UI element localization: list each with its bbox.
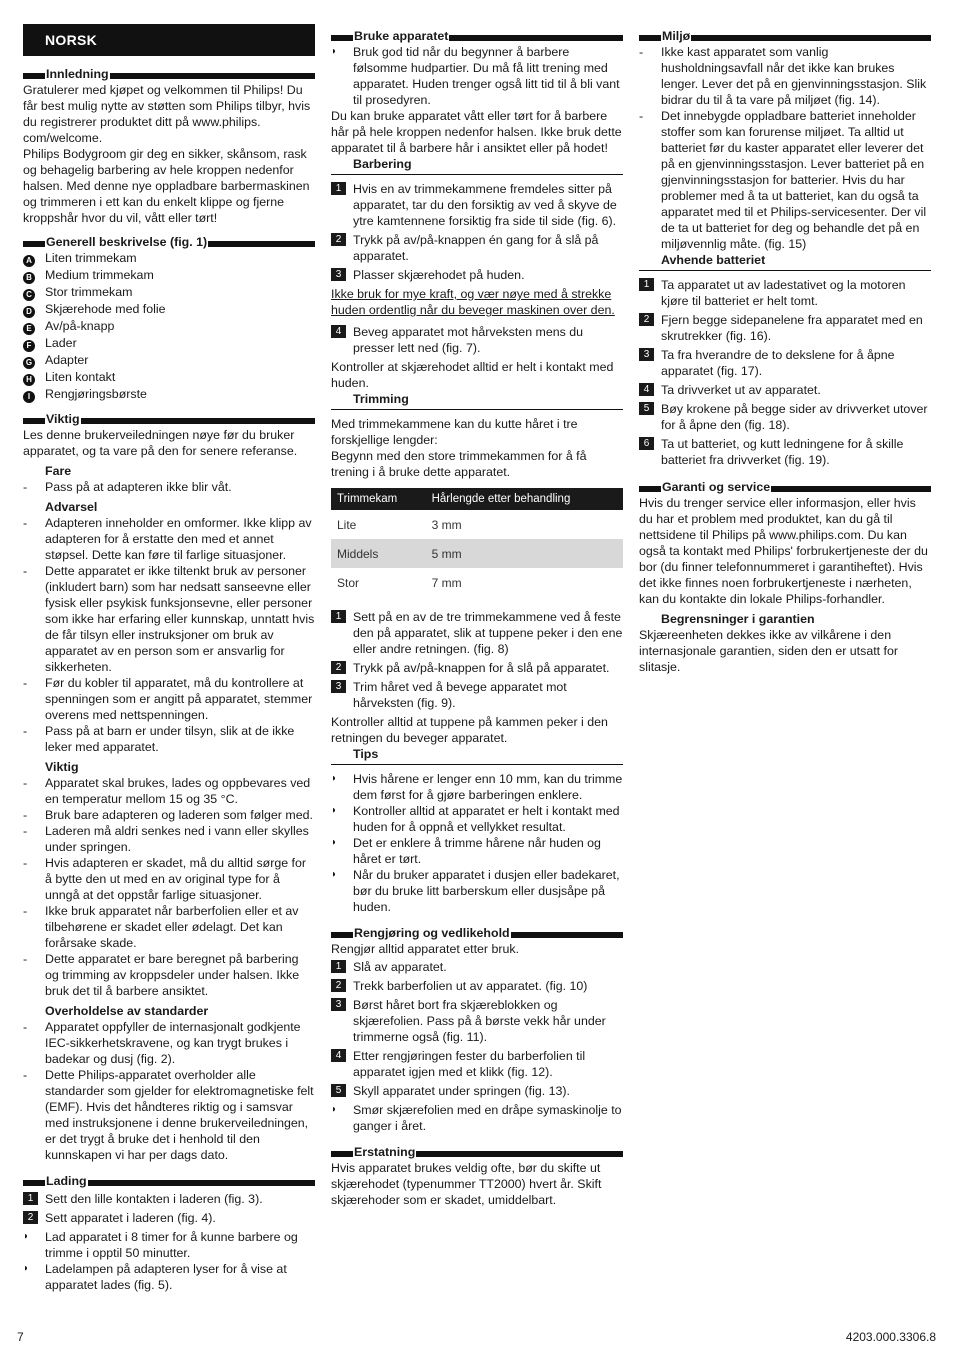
column-3 bbox=[639, 24, 931, 675]
section-heading-important: Viktig bbox=[23, 411, 315, 427]
shaving-step: 1 Hvis en av trimmekammene fremdeles sitter på apparatet, tar du den forsiktig av ved å skyve de ytre kamtennene forsiktig fra side til side (fig. 6). bbox=[331, 181, 623, 229]
caution-item: - Ikke bruk apparatet når barberfolien eller et av tilbehørene er skadet eller ødelagt. Det kan forårsake skade. bbox=[23, 904, 299, 950]
bullet-icon: ◗ bbox=[23, 1263, 30, 1274]
bullet-icon: ◗ bbox=[331, 869, 338, 880]
caution-item: - Hvis adapteren er skadet, må du alltid sørge for å bytte den ut med en av original type for å unngå at det oppstår farlige situasjoner. bbox=[23, 856, 307, 902]
compliance-heading: Overholdelse av standarder bbox=[45, 1004, 209, 1018]
parts-list-item: I Rengjøringsbørste bbox=[23, 386, 315, 403]
shaving-after: Kontroller at skjærehodet alltid er helt i kontakt med huden. bbox=[331, 360, 614, 390]
disposal-step: 1 Ta apparatet ut av ladestativet og la motoren kjøre til batteriet er helt tomt. bbox=[639, 277, 931, 309]
cleaning-step: 5 Skyll apparatet under springen (fig. 13). bbox=[331, 1083, 623, 1099]
section-heading-environment: Miljø bbox=[639, 28, 931, 44]
intro-paragraph-1: Gratulerer med kjøpet og velkommen til Philips! Du får best mulig nytte av støtten som Philips tilbyr, hvis du registrerer produktet ditt på www.philips. com/welcome. bbox=[23, 83, 311, 145]
letter-b-icon: B bbox=[23, 272, 35, 284]
tip-item: ◗ Hvis hårene er lenger enn 10 mm, kan du trimme dem først for å gjøre barberingen enklere. bbox=[331, 772, 623, 802]
column-2 bbox=[331, 24, 623, 1208]
using-intro: Du kan bruke apparatet vått eller tørt for å barbere hår på hele kroppen nedenfor halsen. Ikke bruk dette apparatet til å barbere hår i ansiktet eller på hodet! bbox=[331, 109, 622, 155]
shaving-note: Ikke bruk for mye kraft, og vær nøye med å strekke huden ordentlig når du beveger maskinen over den. bbox=[331, 287, 615, 317]
cleaning-step: 2 Trekk barberfolien ut av apparatet. (fig. 10) bbox=[331, 978, 623, 994]
environment-item: - Ikke kast apparatet som vanlig husholdningsavfall når det ikke kan brukes lenger. Lever det på en gjenvinningsstasjon. Slik bidrar du til å ta vare på miljøet (fig. 14). bbox=[639, 45, 927, 107]
parts-list-item: G Adapter bbox=[23, 352, 315, 369]
language-banner: NORSK bbox=[23, 24, 315, 56]
parts-list-item: E Av/på-knapp bbox=[23, 318, 315, 335]
trimming-step: 3 Trim håret ved å bevege apparatet mot hårveksten (fig. 9). bbox=[331, 679, 623, 711]
section-heading-cleaning: Rengjøring og vedlikehold bbox=[331, 925, 623, 941]
caution-item: - Apparatet skal brukes, lades og oppbevares ved en temperatur mellom 15 og 35 °C. bbox=[23, 776, 311, 806]
letter-d-icon: D bbox=[23, 306, 35, 318]
caution-item: - Laderen må aldri senkes ned i vann eller skylles under springen. bbox=[23, 824, 309, 854]
compliance-item: - Apparatet oppfyller de internasjonalt godkjente IEC-sikkerhetskravene, og kan trygt brukes i badekar og dusj (fig. 2). bbox=[23, 1020, 301, 1066]
parts-list-item: C Stor trimmekam bbox=[23, 284, 315, 301]
using-bullet: ◗ Bruk god tid når du begynner å barbere følsomme hudpartier. Du må få litt trening med apparatet. Huden trenger også litt tid til å bli vant til prosedyren. bbox=[331, 45, 620, 107]
bullet-icon: ◗ bbox=[23, 1231, 30, 1242]
section-heading-charging: Lading bbox=[23, 1173, 315, 1189]
parts-list-item: F Lader bbox=[23, 335, 315, 352]
letter-c-icon: C bbox=[23, 289, 35, 301]
replacement-text: Hvis apparatet brukes veldig ofte, bør du skifte ut skjærehodet (typenummer TT2000) hvert år. Skift skjærehoder som er skadet, umiddelbart. bbox=[331, 1161, 602, 1207]
danger-item: - Pass på at adapteren ikke blir våt. bbox=[23, 480, 232, 494]
trimming-intro-1: Med trimmekammene kan du kutte håret i tre forskjellige lengder: bbox=[331, 417, 578, 447]
cleaning-intro: Rengjør alltid apparatet etter bruk. bbox=[331, 942, 520, 956]
section-heading-intro: Innledning bbox=[23, 66, 315, 82]
disposal-heading: Avhende batteriet bbox=[639, 252, 931, 271]
tip-item: ◗ Kontroller alltid at apparatet er helt i kontakt med huden for å oppnå et vellykket resultat. bbox=[331, 804, 620, 834]
disposal-step: 6 Ta ut batteriet, og kutt ledningene for å skille batteriet fra drivverket (fig. 19). bbox=[639, 436, 931, 468]
cleaning-step: 4 Etter rengjøringen fester du barberfolien til apparatet igjen med et klikk (fig. 12). bbox=[331, 1048, 623, 1080]
intro-paragraph-2: Philips Bodygroom gir deg en sikker, skånsom, rask og behagelig barbering av hele kroppen nedenfor halsen. Med denne nye oppladbare barbermaskinen og trimmeren i ett kan du enkelt klippe og fjerne kroppshår hvor du vil, vått eller tørt! bbox=[23, 147, 310, 225]
section-heading-general: Generell beskrivelse (fig. 1) bbox=[23, 234, 315, 250]
warning-item: - Før du kobler til apparatet, må du kontrollere at spenningen som er angitt på apparatet, stemmer overens med nettspenningen. bbox=[23, 676, 313, 722]
bullet-icon: ◗ bbox=[331, 1104, 338, 1115]
environment-item: - Det innebygde oppladbare batteriet inneholder stoffer som kan forurense miljøet. Ta alltid ut batteriet før du kaster apparatet eller leverer det på en gjenvinningsstasjon. Lever batteriet på en gjenvinningsstasjon for batterier. Hvis du har problemer med å ta ut batteriet, kan du også ta apparatet med til et Philips-servicesenter. Der vil de ta ut batteriet for deg og behandle det på en miljøvennlig måte. (fig. 15) bbox=[639, 109, 927, 251]
section-heading-using: Bruke apparatet bbox=[331, 28, 623, 44]
letter-h-icon: H bbox=[23, 374, 35, 386]
warning-item: - Dette apparatet er ikke tiltenkt bruk av personer (inkludert barn) som har nedsatt sanseevne eller fysisk eller psykisk funksjonsevne, eller personer som ikke har erfaring eller kunnskap, unntatt hvis de får tilsyn eller instruksjoner om bruk av apparatet av en person som er ansvarlig for sikkerheten. bbox=[23, 564, 315, 674]
restrictions-text: Skjæreenheten dekkes ikke av vilkårene i den internasjonale garantien, siden den er utsatt for slitasje. bbox=[639, 628, 898, 674]
document-code: 4203.000.3306.8 bbox=[845, 1330, 936, 1344]
shaving-step: 3 Plasser skjærehodet på huden. bbox=[331, 267, 623, 283]
shaving-step: 4 Beveg apparatet mot hårveksten mens du presser lett ned (fig. 7). bbox=[331, 324, 623, 356]
disposal-step: 4 Ta drivverket ut av apparatet. bbox=[639, 382, 931, 398]
compliance-item: - Dette Philips-apparatet overholder alle standarder som gjelder for elektromagnetiske felt (EMF). Hvis det håndteres riktig og i samsvar med instruksjonene i denne brukerveiledningen, er det trygt å bruke det i henhold til den kunnskapen vi har per dags dato. bbox=[23, 1068, 314, 1162]
trimming-step: 2 Trykk på av/på-knappen for å slå på apparatet. bbox=[331, 660, 623, 676]
warning-item: - Adapteren inneholder en omformer. Ikke klipp av adapteren for å erstatte den med et annet støpsel. Dette kan føre til farlige situasjoner. bbox=[23, 516, 312, 562]
caution-heading: Viktig bbox=[45, 760, 79, 774]
charging-bullet: ◗ Ladelampen på adapteren lyser for å vise at apparatet lades (fig. 5). bbox=[23, 1262, 287, 1292]
tip-item: ◗ Det er enklere å trimme hårene når huden og håret er tørt. bbox=[331, 836, 601, 866]
bullet-icon: ◗ bbox=[331, 837, 338, 848]
table-row: Stor 7 mm bbox=[337, 575, 462, 590]
warning-heading: Advarsel bbox=[45, 500, 98, 514]
section-heading-guarantee: Garanti og service bbox=[639, 479, 931, 495]
parts-list bbox=[23, 250, 315, 403]
caution-item: - Bruk bare adapteren og laderen som følger med. bbox=[23, 808, 313, 822]
letter-a-icon: A bbox=[23, 255, 35, 267]
letter-f-icon: F bbox=[23, 340, 35, 352]
danger-heading: Fare bbox=[45, 464, 72, 478]
warning-item: - Pass på at barn er under tilsyn, slik at de ikke leker med apparatet. bbox=[23, 724, 295, 754]
guarantee-text: Hvis du trenger service eller informasjon, eller hvis du har et problem med produktet, kan du gå til nettsidene til Philips på www.philips.com. Du kan også ta kontakt med Philips' forbrukertjeneste der du bor (du finner telefonnummeret i garantiheftet). Hvis det ikke finnes noen forbrukertjeneste i nærheten, kan du kontakte din lokale Philips-forhandler. bbox=[639, 496, 928, 606]
table-row: Middels 5 mm bbox=[331, 539, 623, 568]
trim-comb-table bbox=[331, 488, 623, 597]
bullet-icon: ◗ bbox=[331, 46, 338, 57]
bullet-icon: ◗ bbox=[331, 805, 338, 816]
table-row: Lite 3 mm bbox=[337, 517, 462, 532]
tips-heading: Tips bbox=[331, 746, 623, 765]
trimming-heading: Trimming bbox=[331, 391, 623, 410]
cleaning-step: 1 Slå av apparatet. bbox=[331, 959, 623, 975]
table-header: Hårlengde etter behandling bbox=[426, 488, 623, 510]
letter-i-icon: I bbox=[23, 391, 35, 403]
trimming-intro-2: Begynn med den store trimmekammen for å få trening i å bruke dette apparatet. bbox=[331, 449, 587, 479]
parts-list-item: H Liten kontakt bbox=[23, 369, 315, 386]
disposal-step: 5 Bøy krokene på begge sider av drivverket utover for å åpne den (fig. 18). bbox=[639, 401, 931, 433]
parts-list-item: B Medium trimmekam bbox=[23, 267, 315, 284]
disposal-step: 3 Ta fra hverandre de to dekslene for å åpne apparatet (fig. 17). bbox=[639, 347, 931, 379]
parts-list-item: D Skjærehode med folie bbox=[23, 301, 315, 318]
caution-item: - Dette apparatet er bare beregnet på barbering og trimming av kroppsdeler under halsen. Ikke bruk det til å barbere ansiktet. bbox=[23, 952, 300, 998]
cleaning-step: 3 Børst håret bort fra skjæreblokken og skjærefolien. Pass på å børste vekk hår under trimmerne også (fig. 11). bbox=[331, 997, 623, 1045]
charging-bullet: ◗ Lad apparatet i 8 timer for å kunne barbere og trimme i opptil 50 minutter. bbox=[23, 1230, 298, 1260]
restrictions-heading: Begrensninger i garantien bbox=[661, 612, 815, 626]
bullet-icon: ◗ bbox=[331, 773, 338, 784]
column-1 bbox=[23, 24, 315, 1293]
parts-list-item: A Liten trimmekam bbox=[23, 250, 315, 267]
shaving-heading: Barbering bbox=[331, 156, 623, 175]
important-intro: Les denne brukerveiledningen nøye før du bruker apparatet, og ta vare på den for senere referanse. bbox=[23, 428, 298, 458]
charging-step: 2 Sett apparatet i laderen (fig. 4). bbox=[23, 1210, 315, 1226]
letter-g-icon: G bbox=[23, 357, 35, 369]
trimming-after: Kontroller alltid at tuppene på kammen peker i den retningen du beveger apparatet. bbox=[331, 715, 608, 745]
cleaning-bullet: ◗ Smør skjærefolien med en dråpe symaskinolje to ganger i året. bbox=[331, 1103, 622, 1133]
disposal-step: 2 Fjern begge sidepanelene fra apparatet med en skrutrekker (fig. 16). bbox=[639, 312, 931, 344]
shaving-step: 2 Trykk på av/på-knappen én gang for å slå på apparatet. bbox=[331, 232, 623, 264]
tip-item: ◗ Når du bruker apparatet i dusjen eller badekaret, bør du bruke litt barberskum eller dusjsåpe på huden. bbox=[331, 868, 620, 914]
page-number: 7 bbox=[17, 1330, 24, 1344]
section-heading-replacement: Erstatning bbox=[331, 1144, 623, 1160]
table-header: Trimmekam bbox=[331, 488, 426, 510]
charging-step: 1 Sett den lille kontakten i laderen (fig. 3). bbox=[23, 1191, 315, 1207]
letter-e-icon: E bbox=[23, 323, 35, 335]
trimming-step: 1 Sett på en av de tre trimmekammene ved å feste den på apparatet, slik at tuppene peker i den ene eller andre retningen. (fig. 8) bbox=[331, 609, 623, 657]
